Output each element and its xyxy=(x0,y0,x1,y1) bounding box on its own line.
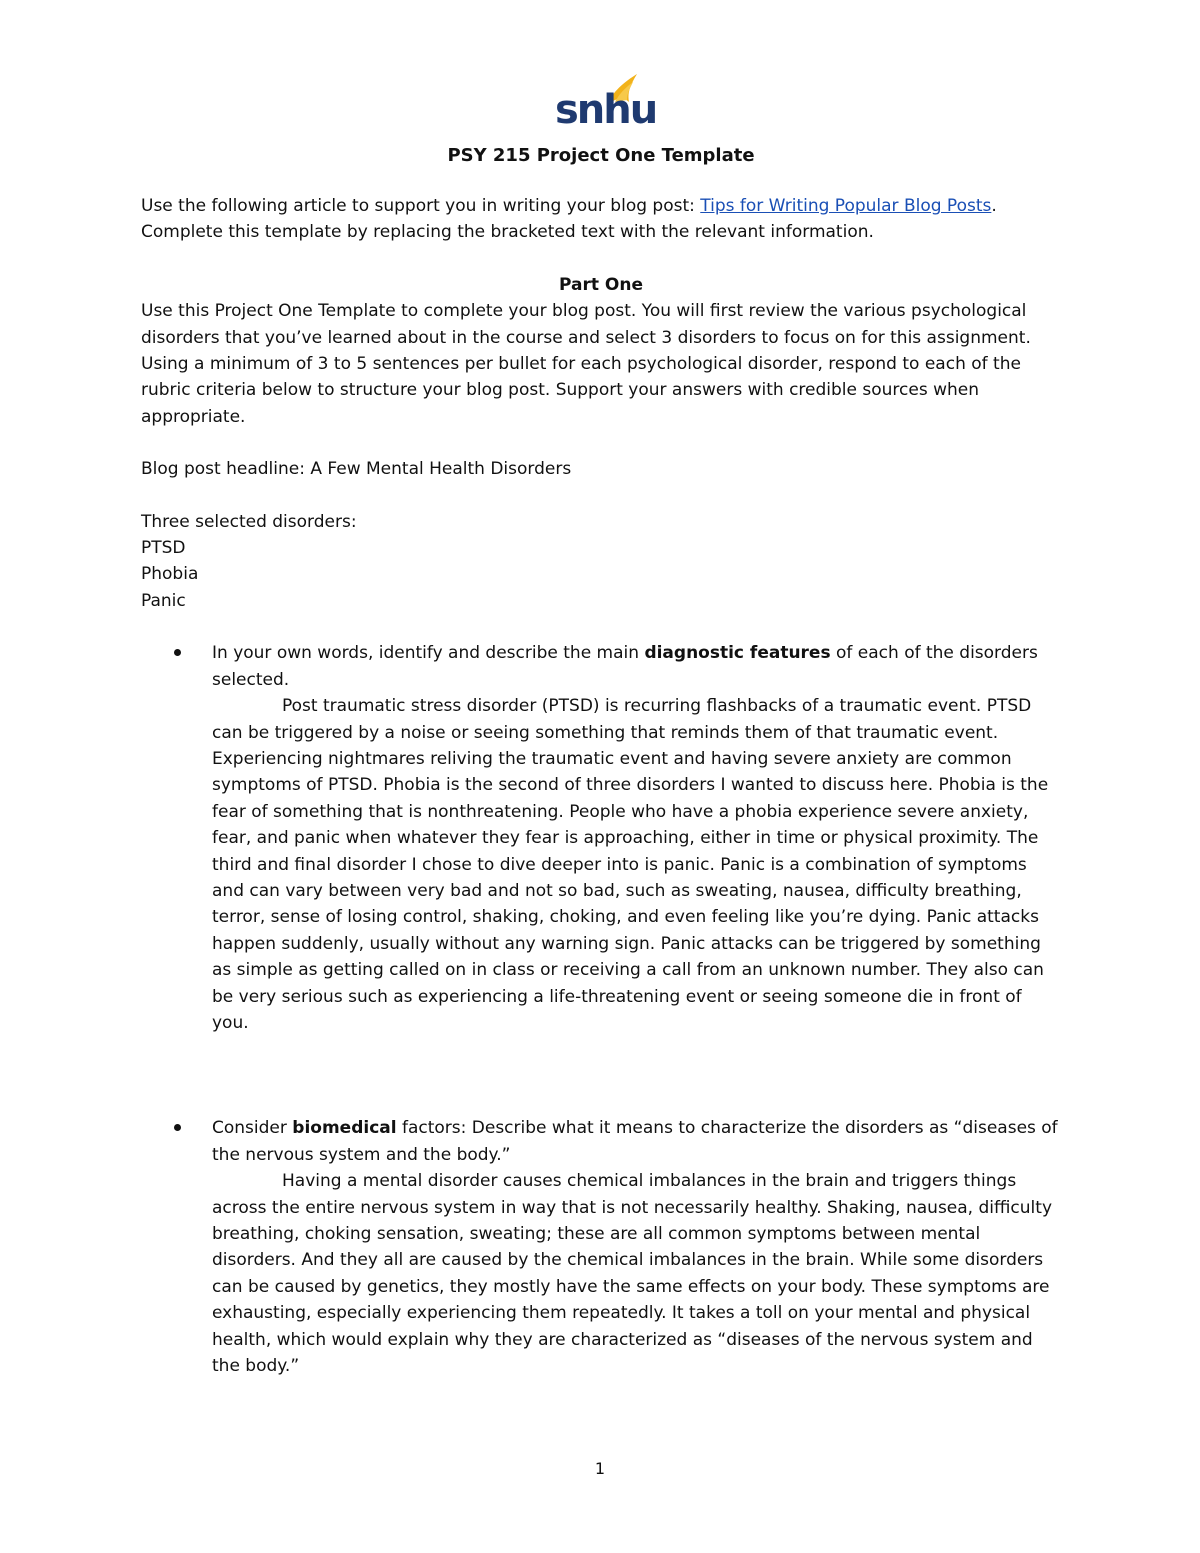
blog-tips-link[interactable]: Tips for Writing Popular Blog Posts xyxy=(700,196,992,216)
disorder-item: PTSD xyxy=(141,538,186,559)
prompt-text: Consider xyxy=(212,1118,293,1139)
bullet-response xyxy=(212,1168,1061,1379)
part-one-instructions: Use this Project One Template to complete your blog post. You will first review the various psychological disorders that you’ve learned about in the course and select 3 disorders to focus on for this assignment. Using a minimum of 3 to 5 sentences per bullet for each psychological disorder, respond to each of the rubric criteria below to structure your blog post. Support your answers with credible sources when appropriate. xyxy=(141,301,1031,427)
bullet-prompt xyxy=(212,1115,1061,1168)
bullet-prompt xyxy=(212,640,1061,693)
rubric-bullet-list xyxy=(141,640,1061,1379)
logo-wordmark: snhu xyxy=(555,87,657,133)
document-body xyxy=(141,140,1061,1379)
page-title: PSY 215 Project One Template xyxy=(447,145,755,166)
intro-period: . xyxy=(991,196,997,216)
selected-disorders-label: Three selected disorders: xyxy=(141,511,357,532)
rubric-bullet-biomedical xyxy=(141,1115,1061,1379)
bullet-icon xyxy=(174,1124,181,1131)
part-one-heading: Part One xyxy=(559,274,643,295)
intro-instructions: Complete this template by replacing the bracketed text with the relevant information. xyxy=(141,222,874,243)
bullet-icon xyxy=(174,649,181,656)
bullet-response xyxy=(212,693,1061,1036)
response-text: Having a mental disorder causes chemical imbalances in the brain and triggers things across the entire nervous system in way that is not necessarily healthy. Shaking, nausea, difficulty breathing, choking sensation, sweating; these are all common symptoms between mental disorders. And they all are caused by the chemical imbalances in the brain. While some disorders can be caused by genetics, they mostly have the same effects on your body. These symptoms are exhausting, especially experiencing them repeatedly. It takes a toll on your mental and physical health, which would explain why they are characterized as “diseases of the nervous system and the body.” xyxy=(212,1171,1053,1377)
prompt-emphasis: diagnostic features xyxy=(644,643,831,664)
response-text: Post traumatic stress disorder (PTSD) is recurring flashbacks of a traumatic event. PTSD can be triggered by a noise or seeing something that reminds them of that traumatic event. Experiencing nightmares reliving the traumatic event and having severe anxiety are common symptoms of PTSD. Phobia is the second of three disorders I wanted to discuss here. Phobia is the fear of something that is nonthreatening. People who have a phobia experience severe anxiety, fear, and panic when whatever they fear is approaching, either in time or physical proximity. The third and final disorder I chose to dive deeper into is panic. Panic is a combination of symptoms and can vary between very bad and not so bad, such as sweating, nausea, difficulty breathing, terror, sense of losing control, shaking, choking, and even feeling like you’re dying. Panic attacks happen suddenly, usually without any warning sign. Panic attacks can be triggered by something as simple as getting called on in class or receiving a call from an unknown number. They also can be very serious such as experiencing a life-threatening event or seeing someone die in front of you. xyxy=(212,696,1049,1033)
prompt-emphasis: biomedical xyxy=(292,1118,397,1139)
disorder-item: Phobia xyxy=(141,564,199,585)
selected-disorders xyxy=(141,509,1061,615)
prompt-text: factors: Describe what it means to characterize the disorders as “diseases of the nervous system and the body.” xyxy=(212,1118,1058,1165)
prompt-text: In your own words, identify and describe the main xyxy=(212,643,645,664)
disorder-item: Panic xyxy=(141,590,186,611)
snhu-logo xyxy=(553,72,657,134)
intro-paragraph xyxy=(141,193,1061,246)
prompt-text: of each of the disorders selected. xyxy=(212,643,1038,690)
page-number: 1 xyxy=(594,1459,606,1478)
intro-text: Use the following article to support you in writing your blog post: xyxy=(141,196,701,216)
rubric-bullet-diagnostic xyxy=(141,640,1061,1036)
blog-headline: Blog post headline: A Few Mental Health Disorders xyxy=(141,459,572,480)
